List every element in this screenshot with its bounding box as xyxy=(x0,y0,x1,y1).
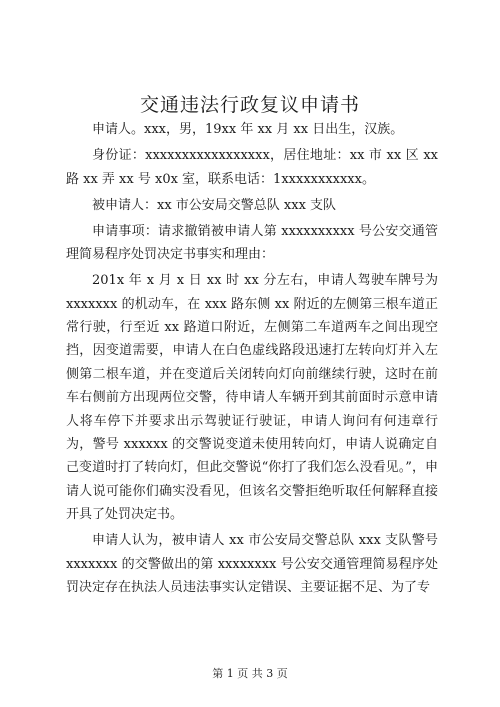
respondent-paragraph: 被申请人：xx 市公安局交警总队 xxx 支队 xyxy=(92,197,337,213)
opinion-paragraph: 申请人认为，被申请人 xx 市公安局交警总队 xxx 支队警号 xxxxxxx 的交警做出的第 xxxxxxxx 号公安交通管理简易程序处罚决定存在执法人员违法事实认定错误、主要证据不足、为了专 xyxy=(66,533,438,596)
id-address-paragraph: 身份证：xxxxxxxxxxxxxxxxx，居住地址：xx 市 xx 区 xx 路 xx 弄 xx 号 x0x 室，联系电话：1xxxxxxxxxxx。 xyxy=(66,148,438,187)
facts-paragraph: 201x 年 x 月 x 日 xx 时 xx 分左右，申请人驾驶车牌号为 xxxxxxx 的机动车，在 xxx 路东侧 xx 附近的左侧第三根车道正常行驶，行至近 xx 路道口附近，左侧第二车道两车之间出现空挡，因变道需要，申请人在白色虚线路段迅速打左转向灯并入左侧第二根车道，并在变道后关闭转向灯向前继续行驶，这时在前车右侧前方出现两位交警，待申请人车辆开到其前面时示意申请人将车停下并要求出示驾驶证行驶证，申请人询问有何违章行为，警号 xxxxxx 的交警说变道未使用转向灯，申请人说确定自己变道时打了转向灯，但此交警说“你打了我们怎么没看见。”，申请人说可能你们确实没看见，但该名交警拒绝听取任何解释直接开具了处罚决定书。 xyxy=(66,273,438,523)
document-body xyxy=(66,118,438,602)
request-paragraph: 申请事项：请求撤销被申请人第 xxxxxxxxxx 号公安交通管理简易程序处罚决定书事实和理由： xyxy=(66,223,438,263)
applicant-paragraph: 申请人。xxx，男，19xx 年 xx 月 xx 日出生，汉族。 xyxy=(92,122,404,137)
document-title: 交通违法行政复议申请书 xyxy=(139,94,360,116)
page-number: 第 1 页 共 3 页 xyxy=(212,667,288,680)
